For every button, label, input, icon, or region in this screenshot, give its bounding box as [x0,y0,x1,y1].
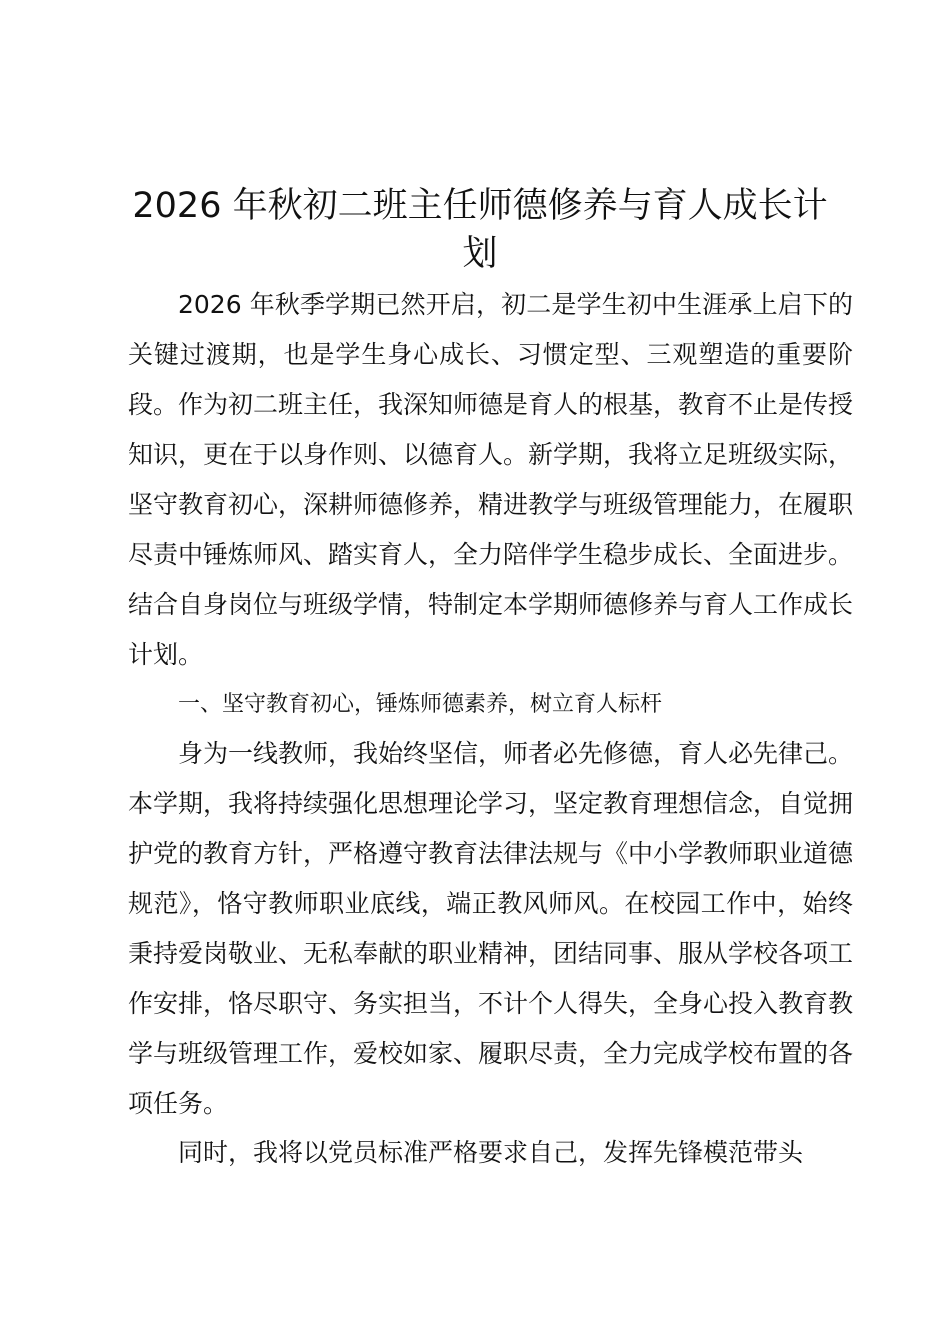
body-paragraph: 同时，我将以党员标准严格要求自己，发挥先锋模范带头 [178,1138,804,1167]
document-title: 2026 年秋初二班主任师德修养与育人成长计划 [132,186,828,274]
body-paragraph: 身为一线教师，我始终坚信，师者必先修德，育人必先律己。本学期，我将持续强化思想理论学习，坚定教育理想信念，自觉拥护党的教育方针，严格遵守教育法律法规与《中小学教师职业道德规范》，恪守教师职业底线，端正教风师风。在校园工作中，始终秉持爱岗敬业、无私奉献的职业精神，团结同事、服从学校各项工作安排，恪尽职守、务实担当，不计个人得失，全身心投入教育教学与班级管理工作，爱校如家、履职尽责，全力完成学校布置的各项任务。 [128,739,854,1118]
intro-paragraph: 2026 年秋季学期已然开启，初二是学生初中生涯承上启下的关键过渡期，也是学生身心成长、习惯定型、三观塑造的重要阶段。作为初二班主任，我深知师德是育人的根基，教育不止是传授知识，更在于以身作则、以德育人。新学期，我将立足班级实际，坚守教育初心，深耕师德修养，精进教学与班级管理能力，在履职尽责中锤炼师风、踏实育人，全力陪伴学生稳步成长、全面进步。结合自身岗位与班级学情，特制定本学期师德修养与育人工作成长计划。 [128,290,854,669]
section-heading: 一、坚守教育初心，锤炼师德素养，树立育人标杆 [178,692,663,717]
